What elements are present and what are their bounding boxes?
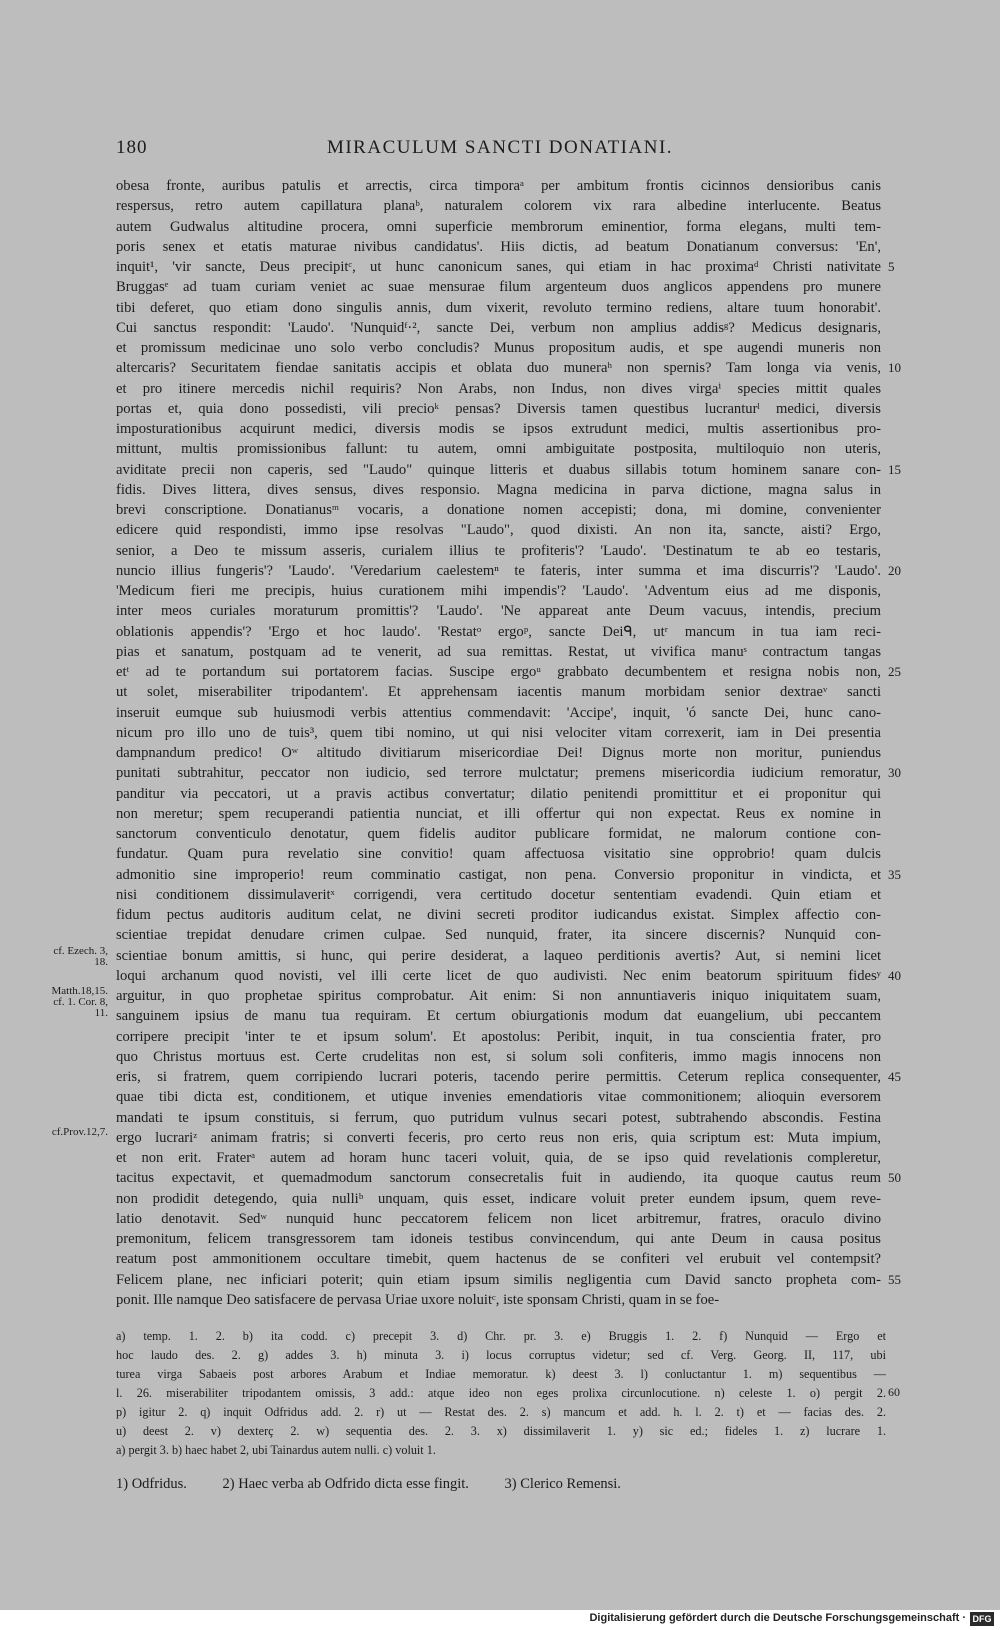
text-line: 'Medicum fieri me precipis, huius curationem mihi impendis'? 'Laudo'. 'Adventum eius ad me disponis,: [116, 583, 881, 599]
line-number: 5: [888, 259, 895, 274]
text-line: tibi deferet, quo etiam dono singulis annis, dum vixerit, revoluto termino rediens, altare tuum honorabit'.: [116, 299, 881, 316]
apparatus-line: u) deest 2. v) dexterç 2. w) sequentia des. 2. 3. x) dissimilaverit 1. y) sic ed.; fideles 1. z) lucrare 1.: [116, 1424, 886, 1438]
line-number: 55: [888, 1271, 901, 1287]
text-line: etᵗ ad te portandum sui portatorem facias. Suscipe ergoᵘ grabbato decumbentem et resigna nobis non,: [116, 664, 881, 680]
text-line: obesa fronte, auribus patulis et arrectis, circa timporaᵃ per ambitum frontis cicinnos densioribus canis: [116, 178, 881, 194]
text-line: quae tibi dicta est, conditionem, et utique invenies emendatioris vitae commonitionem; alioquin eversorem: [116, 1089, 881, 1106]
text-line: Cui sanctus respondit: 'Laudo'. 'Nunquidᶠ·², sancte Dei, verbum non amplius addisᵍ? Medicus designaris,: [116, 319, 881, 336]
critical-apparatus: [116, 1327, 886, 1460]
text-line: et promissum medicinae uno solo verbo concludis? Munus propositum audis, et spe augendi muneris non: [116, 340, 881, 356]
dfg-logo: DFG: [970, 1612, 994, 1626]
text-line: nicum pro illo uno de tuis³, quem tibi nomino, ut qui nisi velociter vitam correxerit, iam in Dei presentia: [116, 724, 881, 741]
credit-text: Digitalisierung gefördert durch die Deutsche Forschungsgemeinschaft ·: [589, 1612, 966, 1624]
text-line: edicere quid respondisti, immo ipse resolvas "Laudo", quod dixisti. An non ita, sancte, aisti? Ergo,: [116, 522, 881, 539]
line-number: 35: [888, 866, 901, 882]
text-line: premonitum, felicem transgressorem tam idoneis testibus convincendum, qui ante Deum in causa positus: [116, 1231, 881, 1247]
text-line: ut solet, miserabiliter tripodantem'. Et apprehensam iacentis manum morbidam senior dextraeᵛ sancti: [116, 684, 881, 701]
text-line: senior, a Deo te missum asseris, curialem illius te profiteris'? 'Laudo'. 'Destinatum te ab eo testaris,: [116, 542, 881, 559]
text-line: dampnandum predico! Oʷ altitudo divitiarum misericordiae Dei! Dignus morte non moritur, puniendus: [116, 745, 881, 761]
line-number: 45: [888, 1069, 901, 1084]
text-line: non prodidit detegendo, quia nulliᵇ unquam, quis esset, indicare voluit preter eundem ipsum, quem reve-: [116, 1190, 881, 1207]
page-number: 180: [116, 137, 148, 158]
text-line: inquit¹, 'vir sancte, Deus precipitᶜ, ut hunc canonicum sanes, qui etiam in hac proximaᵈ Christi nativitate: [116, 259, 881, 275]
text-line: loqui archanum quod novisti, vel illi certe licet de quo audivisti. Nec enim beatorum spirituum fidesʸ: [116, 967, 881, 984]
text-line: nisi conditionem dissimulaveritˣ corrigendi, vera certitudo docetur sententiam evadendi. Quin etiam et: [116, 886, 881, 903]
text-line: scientiae bonum amittis, si hunc, qui perire desiderat, a laqueo perditionis avertis? Aut, si nemini licet: [116, 947, 881, 964]
footnote: 3) Clerico Remensi.: [504, 1476, 621, 1492]
apparatus-line: p) igitur 2. q) inquit Odfridus add. 2. r) ut — Restat des. 2. s) mancum et add. h. l. 2. t) et — facias des. 2.: [116, 1405, 886, 1419]
line-number: 60: [888, 1385, 900, 1399]
text-line: fundatur. Quam pura revelatio sine convitio! quam affectuosa visitatio sine opprobrio! quam dulcis: [116, 846, 881, 863]
text-line: punitati subtrahitur, peccator non iudicio, sed terrore mulctatur; premens misericordia iudicium remoratur,: [116, 765, 881, 782]
text-line: aviditate precii non caperis, sed "Laudo" quinque litteris et duabus sillabis totum hominem sanare con-: [116, 461, 881, 478]
apparatus-line: a) temp. 1. 2. b) ita codd. c) precepit 3. d) Chr. pr. 3. e) Bruggis 1. 2. f) Nunquid — Ergo et: [116, 1329, 886, 1343]
running-title: MIRACULUM SANCTI DONATIANI.: [326, 137, 674, 158]
margin-ref: cf.Prov.12,7.: [51, 1126, 108, 1138]
text-line: mandati te ipsum constituis, si ferrum, quo putridum vulnus secari potest, subtrahendo abscondis. Festina: [116, 1109, 881, 1126]
text-line: scientiae trepidat denudare crimen culpae. Sed nunquid, frater, ita sincere discernis? Nunquid con-: [116, 927, 881, 944]
text-line: altercaris? Securitatem fiendae sanitatis accipis et oblata duo muneraʰ non spernis? Tam longa via venis,: [116, 360, 881, 377]
text-line: latio denotavit. Sedʷ nunquid hunc peccatorem felicem non licet arbitremur, fratres, oraculo divino: [116, 1210, 881, 1227]
margin-ref: Matth.18,15. cf. 1. Cor. 8, 11.: [51, 985, 108, 1019]
text-line: sanguinem ipsius de manu tua requiram. Et certum obiurgationis modum dat euangelium, ubi peccantem: [116, 1008, 881, 1025]
apparatus-line: a) pergit 3. b) haec habet 2, ubi Tainardus autem nulli. c) voluit 1.: [116, 1443, 436, 1457]
line-number: 15: [888, 461, 901, 477]
margin-ref: cf. Ezech. 3, 18.: [53, 945, 108, 968]
footnotes: [116, 1476, 816, 1493]
text-line: nuncio illius fungeris'? 'Laudo'. 'Veredarium caelestemⁿ te fateris, inter summa et ima discurris'? 'Laudo'.: [116, 562, 881, 579]
text-line: Felicem plane, nec inficiari poterit; quin etiam ipsum similis negligentia cum David sancto propheta com-: [116, 1271, 881, 1288]
main-text: [116, 176, 881, 1310]
text-line: reatum post ammonitionem occultare timebit, quem hactenus de se confiteri vel erubuit vel contempsit?: [116, 1251, 881, 1268]
line-number: 30: [888, 765, 901, 781]
text-line: corripere precipit 'inter te et ipsum solum'. Et apostolus: Peribit, inquit, in tua conscientia frater, pro: [116, 1028, 881, 1045]
text-line: eris, si fratrem, quem corripiendo lucrari poteris, tacendo perire permittis. Ceterum replica consequenter,: [116, 1069, 881, 1085]
text-line: fidis. Dives littera, dives sensus, dives responsio. Magna medicina in parva dictione, magna salus in: [116, 481, 881, 498]
line-number: 25: [888, 664, 901, 679]
footnote: 2) Haec verba ab Odfrido dicta esse fingit.: [222, 1476, 469, 1492]
credit-strip: [0, 1610, 1000, 1630]
text-line: poris senex et etatis maturae nivibus candidatus'. Hiis dictis, ad beatum Donatianum conversus: 'En',: [116, 238, 881, 255]
line-number: 50: [888, 1170, 901, 1186]
text-line: quo Christus mortuus est. Certe crudelitas non est, si solum soli confiteris, immo magis innocens non: [116, 1048, 881, 1065]
text-line: inseruit eumque sub huiusmodi verbis attentius commendavit: 'Accipe', inquit, 'ó sancte Dei, hunc cano-: [116, 704, 881, 721]
text-line: arguitur, in quo prophetae spiritus comprobatur. Ait enim: Si non annuntiaveris iniquo iniquitatem suam,: [116, 988, 881, 1004]
text-line: Bruggasᵉ ad tuam curiam veniet ac suae mensurae filum argenteum duos anglicos appendens pro munere: [116, 279, 881, 296]
text-line: respersus, retro autem capillatura planaᵇ, naturalem colorem vix rara albedine interlucente. Beatus: [116, 198, 881, 215]
text-line: panditur via peccatori, ut a pravis actibus convertatur; dilatio penitendi promittitur et ei proponitur qui: [116, 785, 881, 802]
text-line: admonitio sine improperio! reum comminatio castigat, non pena. Conversio proponitur in vindicta, et: [116, 866, 881, 883]
line-number: 40: [888, 967, 901, 983]
text-line: autem Gudwalus altitudine procera, omni superficie membrorum eminentior, forma elegans, multi tem-: [116, 218, 881, 235]
text-line: brevi conscriptione. Donatianusᵐ vocaris, a donatione nomen accepisti; dona, mi domine, convenienter: [116, 502, 881, 518]
text-line: tacitus expectavit, et quemadmodum sanctorum consecretalis fuit in audiendo, ita quoque cautus reum: [116, 1170, 881, 1187]
line-number: 10: [888, 360, 901, 376]
footnote: 1) Odfridus.: [116, 1476, 187, 1492]
apparatus-line: hoc laudo des. 2. g) addes 3. h) minuta 3. i) locus corruptus videtur; sed cf. Verg. Georg. II, 117, ubi: [116, 1348, 886, 1362]
text-line: oblationis appendis'? 'Ergo et hoc laudo'. 'Restatᵒ ergoᵖ, sancte Deiᑫ, utʳ mancum in tua iam reci-: [116, 623, 881, 640]
text-line: mittunt, multis promissionibus fallunt: tu autem, omni ambiguitate postposita, multiloquio non uteris,: [116, 441, 881, 458]
text-line: fidum pectus auditoris auditum celat, ne divini secreti proditor iudicandus existat. Simplex affectio con-: [116, 907, 881, 923]
text-line: pias et sanatum, postquam ad te venerit, ad sua remittas. Restat, ut vivifica manuˢ contractum tangas: [116, 643, 881, 660]
text-line: et non erit. Fraterᵃ autem ad horam hunc taceri voluit, quia, de se ipso quid revelationis compleretur,: [116, 1150, 881, 1166]
line-number: 20: [888, 562, 901, 578]
apparatus-line: l. 26. miserabiliter tripodantem omissis, 3 add.: atque ideo non eges prolixa circunlocutione. n) celeste 1. o) pergit 2.: [116, 1386, 886, 1400]
text-line: sanctorum conventiculo denotatur, quem fidelis auditor publicare formidat, ne malorum contione con-: [116, 826, 881, 842]
text-line: et pro itinere mercedis nichil requiris? Non Arabs, non Indus, non dives virgaⁱ species mittit quales: [116, 380, 881, 397]
text-line: non meretur; spem recuperandi patientia nunciat, et illi offertur qui non expectat. Reus ex nomine in: [116, 805, 881, 822]
text-line: ponit. Ille namque Deo satisfacere de pervasa Uriae uxore noluitᶜ, iste sponsam Christi, quam in se foe-: [116, 1291, 720, 1308]
text-line: imposturationibus acquirunt medici, diversis modis se ipsos extrudunt medici, multis assertionibus pro-: [116, 421, 881, 437]
text-line: ergo lucrariᶻ animam fratris; si converti feceris, pro certo reus non eris, quia scriptum est: Muta impium,: [116, 1129, 881, 1146]
text-line: portas et, quia dono possedisti, vili precioᵏ pensas? Diversis tamen questibus lucranturˡ medici, diversis: [116, 400, 881, 417]
apparatus-line: turea virga Sabaeis post arbores Arabum et Indiae memoratur. k) deest 3. l) conluctantur 1. m) sequentibus —: [116, 1367, 886, 1381]
text-line: inter meos curiales moraturum promittis'? 'Laudo'. 'Ne appareat ante Deum vacuus, intendis, precium: [116, 603, 881, 620]
